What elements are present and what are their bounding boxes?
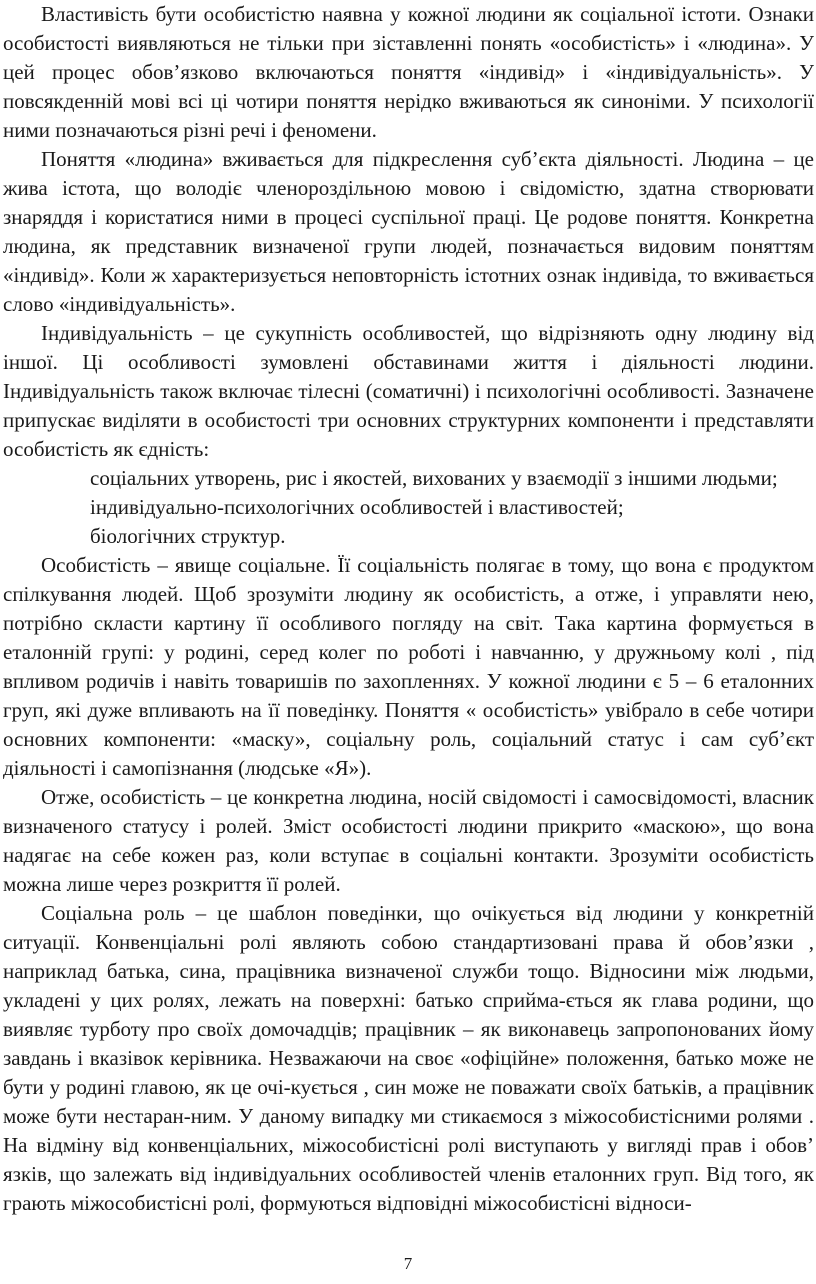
- document-page: [3, 0, 814, 1218]
- list-item-psychological-features: індивідуально-психологічних особливостей і властивостей;: [90, 495, 624, 519]
- paragraph-personality-intro: Властивість бути особистістю наявна у кожної людини як соціальної істоти. Ознаки особистості виявляються не тільки при зіставленні понять «особистість» і «людина». У цей процес обов’язково включаються поняття «індивід» і «індивідуальність». У повсякденній мові всі ці чотири поняття нерідко вживаються як синоніми. У психології ними позначаються різні речі і феномени.: [3, 2, 814, 142]
- page-number: 7: [403, 1254, 413, 1273]
- list-item-biological-structures: біологічних структур.: [90, 524, 286, 548]
- paragraph-personality-definition: Отже, особистість – це конкретна людина, носій свідомості і самосвідомості, власник визначеного статусу і ролей. Зміст особистості людини прикрито «маскою», що вона надягає на себе кожен раз, коли вступає в соціальні контакти. Зрозуміти особистість можна лише через розкриття її ролей.: [3, 785, 814, 896]
- paragraph-personality-social: Особистість – явище соціальне. Її соціальність полягає в тому, що вона є продуктом спілкування людей. Щоб зрозуміти людину як особистість, а отже, і управляти нею, потрібно скласти картину її особливого погляду на світ. Така картина формується в еталонній групі: у родині, серед колег по роботі і навчанню, у дружньому колі , під впливом родичів і навіть товаришів по захопленнях. У кожної людини є 5 – 6 еталонних груп, які дуже впливають на її поведінку. Поняття « особистість» увібрало в себе чотири основних компоненти: «маску», соціальну роль, соціальний статус і сам суб’єкт діяльності і самопізнання (людське «Я»).: [3, 553, 814, 780]
- paragraph-social-role: Соціальна роль – це шаблон поведінки, що очікується від людини у конкретній ситуації. Конвенціальні ролі являють собою стандартизовані права й обов’язки , наприклад батька, сина, працівника визначеної служби тощо. Відносини між людьми, укладені у цих ролях, лежать на поверхні: батько сприйма-ється як глава родини, що виявляє турботу про своїх домочадців; працівник – як виконавець запропонованих йому завдань і вказівок керівника. Незважаючи на своє «офіційне» положення, батько може не бути у родині главою, як це очі-кується , син може не поважати своїх батьків, а працівник може бути нестаран-ним. У даному випадку ми стикаємося з міжособистісними ролями . На відміну від конвенціальних, міжособистісні ролі виступають у вигляді прав і обов’ язків, що залежать від індивідуальних особливостей членів еталонних груп. Від того, як грають міжособистісні ролі, формуються відповідні міжособистісні відноси-: [3, 901, 814, 1215]
- paragraph-human-concept: Поняття «людина» вживається для підкреслення суб’єкта діяльності. Людина – це жива істота, що володіє членороздільною мовою і свідомістю, здатна створювати знаряддя і користатися ними в процесі суспільної праці. Це родове поняття. Конкретна людина, як представник визначеної групи людей, позначається видовим поняттям «індивід». Коли ж характеризується неповторність істотних ознак індивіда, то вживається слово «індивідуальність».: [3, 147, 814, 316]
- paragraph-individuality: Індивідуальність – це сукупність особливостей, що відрізняють одну людину від іншої. Ці особливості зумовлені обставинами життя і діяльності людини. Індивідуальність також включає тілесні (соматичні) і психологічні особливості. Зазначене припускає виділяти в особистості три основних структурних компоненти і представляти особистість як єдність:: [3, 321, 814, 461]
- list-item-social-formations: соціальних утворень, рис і якостей, вихованих у взаємодії з іншими людьми;: [90, 466, 778, 490]
